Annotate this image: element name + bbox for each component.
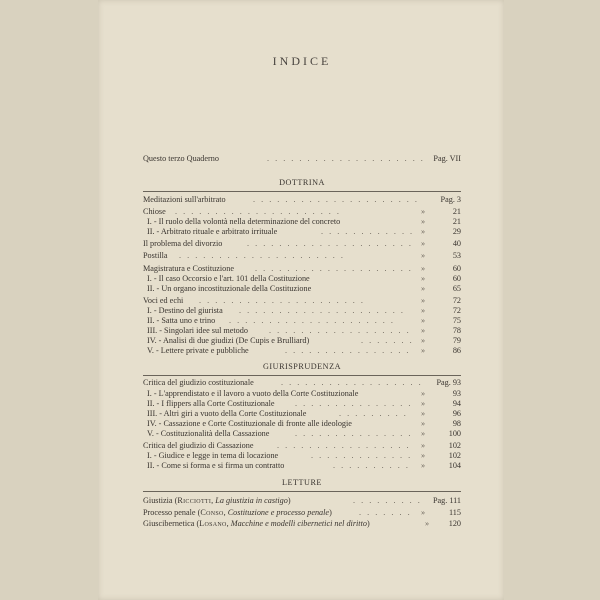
ditto-mark: » bbox=[421, 409, 426, 418]
ditto-mark: » bbox=[421, 251, 426, 260]
ditto-mark: » bbox=[421, 316, 426, 325]
entry-label: I. - Il ruolo della volontà nella determinazione del concreto bbox=[147, 217, 341, 226]
leader-dots: . . . . . . . . . bbox=[339, 409, 408, 418]
ditto-mark: » bbox=[421, 207, 426, 216]
entry-label: Il problema del divorzio bbox=[143, 239, 223, 248]
ditto-mark: » bbox=[421, 227, 426, 236]
punctuation: ( bbox=[195, 508, 201, 517]
entry-label: Postilla bbox=[143, 251, 168, 260]
entry-label: II. - Arbitrato rituale e arbitrato irrituale bbox=[147, 227, 278, 236]
punctuation: , bbox=[226, 519, 231, 528]
ditto-mark: » bbox=[421, 264, 426, 273]
leader-dots: . . . . . . . . . . . . . . . . . . . . . bbox=[253, 195, 419, 204]
ditto-mark: » bbox=[421, 284, 426, 293]
punctuation: , bbox=[211, 496, 216, 505]
leader-dots: . . . . . . . . . bbox=[353, 496, 422, 505]
section-heading-giurisprudenza: GIURISPRUDENZA bbox=[263, 362, 341, 371]
entry-page: 72 bbox=[452, 306, 461, 315]
reading-topic: Giustizia bbox=[143, 496, 173, 505]
leader-dots: . . . . . . . . . . . . . . . . . . . . . bbox=[175, 207, 341, 216]
reading-work-title: Costituzione e processo penale bbox=[227, 508, 330, 517]
reading-topic: Processo penale bbox=[143, 508, 196, 517]
leader-dots: . . . . . . . . . . . . bbox=[321, 227, 415, 236]
entry-label bbox=[143, 508, 332, 519]
entry-page: 120 bbox=[448, 519, 461, 528]
entry-page: 98 bbox=[452, 419, 461, 428]
leader-dots: . . . . . . . . . . . . . . . . . . . . bbox=[255, 264, 413, 273]
entry-page: 115 bbox=[449, 508, 461, 517]
entry-label: Voci ed echi bbox=[143, 296, 184, 305]
ditto-mark: » bbox=[421, 346, 426, 355]
entry-label: I. - Il caso Occorsio e l'art. 101 della Costituzione bbox=[147, 274, 310, 283]
entry-page: 60 bbox=[452, 274, 461, 283]
ditto-mark: » bbox=[421, 274, 426, 283]
entry-label: II. - Come si forma e si firma un contratto bbox=[147, 461, 285, 470]
entry-page: 72 bbox=[452, 296, 461, 305]
entry-page: 60 bbox=[452, 264, 461, 273]
entry-label: I. - L'apprendistato e il lavoro a vuoto della Corte Costituzionale bbox=[147, 389, 359, 398]
leader-dots: . . . . . . . . . . . . . . . . . . . . . bbox=[179, 251, 345, 260]
book-page bbox=[98, 0, 504, 600]
entry-label: I. - Destino del giurista bbox=[147, 306, 223, 315]
entry-page: 100 bbox=[448, 429, 461, 438]
entry-page: 21 bbox=[452, 217, 461, 226]
reading-work-title: La giustizia in castigo bbox=[215, 496, 288, 505]
entry-label: II. - I flippers alla Corte Costituzionale bbox=[147, 399, 275, 408]
leader-dots: . . . . . . . . . . . . . . . . . bbox=[277, 441, 411, 450]
entry-page: 75 bbox=[452, 316, 461, 325]
punctuation: ( bbox=[172, 496, 178, 505]
entry-label: Questo terzo Quaderno bbox=[143, 154, 219, 163]
ditto-mark: » bbox=[421, 326, 426, 335]
leader-dots: . . . . . . . . . . . . . . . . . . . . . bbox=[199, 296, 365, 305]
reading-topic: Giuscibernetica bbox=[143, 519, 195, 528]
ditto-mark: » bbox=[421, 429, 426, 438]
entry-page: Pag. 3 bbox=[440, 195, 461, 204]
entry-page: 86 bbox=[452, 346, 461, 355]
entry-label: III. - Altri giri a vuoto della Corte Costituzionale bbox=[147, 409, 307, 418]
entry-page: Pag. 93 bbox=[436, 378, 461, 387]
entry-page: 102 bbox=[448, 451, 461, 460]
entry-page: 78 bbox=[452, 326, 461, 335]
entry-page: 29 bbox=[452, 227, 461, 236]
entry-label: Critica del giudizio costituzionale bbox=[143, 378, 254, 387]
leader-dots: . . . . . . . . . . bbox=[333, 461, 410, 470]
entry-page: 93 bbox=[452, 389, 461, 398]
entry-label: IV. - Analisi di due giudizi (De Cupis e Brulliard) bbox=[147, 336, 310, 345]
entry-page: 104 bbox=[448, 461, 461, 470]
ditto-mark: » bbox=[425, 519, 430, 528]
punctuation: ) bbox=[329, 508, 332, 517]
leader-dots: . . . . . . . . . . . . . . . . . . . . bbox=[267, 154, 425, 163]
reading-work-title: Macchine e modelli cibernetici nel diritto bbox=[230, 519, 367, 528]
leader-dots: . . . . . . . . . . . . . bbox=[311, 451, 413, 460]
entry-page: 96 bbox=[452, 409, 461, 418]
leader-dots: . . . . . . . . . . . . . . . . . . . . . bbox=[239, 306, 405, 315]
ditto-mark: » bbox=[421, 451, 426, 460]
entry-label: V. - Costituzionalità della Cassazione bbox=[147, 429, 270, 438]
ditto-mark: » bbox=[421, 441, 426, 450]
reading-author: Conso bbox=[200, 508, 224, 517]
reading-author: Losano bbox=[199, 519, 227, 528]
entry-page: Pag. VII bbox=[433, 154, 461, 163]
leader-dots: . . . . . . . . . . . . . . . bbox=[295, 429, 413, 438]
entry-page: 102 bbox=[448, 441, 461, 450]
ditto-mark: » bbox=[421, 296, 426, 305]
section-heading-dottrina: DOTTRINA bbox=[279, 178, 325, 187]
punctuation: ( bbox=[194, 519, 200, 528]
leader-dots: . . . . . . . . . . . . . . . . . . . . . bbox=[247, 239, 413, 248]
entry-label: Magistratura e Costituzione bbox=[143, 264, 234, 273]
leader-dots: . . . . . . . . . . . . . . . . . . . . . bbox=[229, 316, 395, 325]
ditto-mark: » bbox=[421, 306, 426, 315]
entry-page: Pag. 111 bbox=[432, 496, 461, 505]
entry-label bbox=[143, 496, 291, 507]
ditto-mark: » bbox=[421, 508, 426, 517]
entry-label: II. - Un organo incostituzionale della Costituzione bbox=[147, 284, 312, 293]
ditto-mark: » bbox=[421, 336, 426, 345]
reading-author: Ricciotti bbox=[177, 496, 212, 505]
entry-label: IV. - Cassazione e Corte Costituzionale di fronte alle ideologie bbox=[147, 419, 352, 428]
punctuation: ) bbox=[366, 519, 370, 528]
entry-label: III. - Singolari idee sul metodo bbox=[147, 326, 248, 335]
ditto-mark: » bbox=[421, 389, 426, 398]
punctuation: ) bbox=[287, 496, 291, 505]
entry-label: I. - Giudice e legge in tema di locazione bbox=[147, 451, 279, 460]
section-rule bbox=[143, 491, 461, 492]
entry-page: 40 bbox=[452, 239, 461, 248]
leader-dots: . . . . . . . . . . . . . . . . . . bbox=[269, 326, 411, 335]
ditto-mark: » bbox=[421, 419, 426, 428]
entry-label: Critica del giudizio di Cassazione bbox=[143, 441, 254, 450]
punctuation: , bbox=[223, 508, 228, 517]
ditto-mark: » bbox=[421, 239, 426, 248]
entry-page: 53 bbox=[452, 251, 461, 260]
leader-dots: . . . . . . . bbox=[361, 336, 414, 345]
entry-label: II. - Satta uno e trino bbox=[147, 316, 216, 325]
entry-label: Chiose bbox=[143, 207, 166, 216]
entry-page: 79 bbox=[452, 336, 461, 345]
section-rule bbox=[143, 191, 461, 192]
entry-page: 94 bbox=[452, 399, 461, 408]
entry-label: Meditazioni sull'arbitrato bbox=[143, 195, 226, 204]
ditto-mark: » bbox=[421, 461, 426, 470]
section-rule bbox=[143, 375, 461, 376]
leader-dots: . . . . . . . bbox=[359, 508, 412, 517]
entry-page: 21 bbox=[452, 207, 461, 216]
ditto-mark: » bbox=[421, 399, 426, 408]
entry-label bbox=[143, 519, 370, 530]
leader-dots: . . . . . . . . . . . . . . . bbox=[295, 399, 413, 408]
page-title: INDICE bbox=[272, 54, 332, 68]
leader-dots: . . . . . . . . . . . . . . . . bbox=[285, 346, 411, 355]
entry-page: 65 bbox=[452, 284, 461, 293]
entry-label: V. - Lettere private e pubbliche bbox=[147, 346, 249, 355]
ditto-mark: » bbox=[421, 217, 426, 226]
section-heading-letture: LETTURE bbox=[282, 478, 322, 487]
leader-dots: . . . . . . . . . . . . . . . . . . bbox=[281, 378, 423, 387]
